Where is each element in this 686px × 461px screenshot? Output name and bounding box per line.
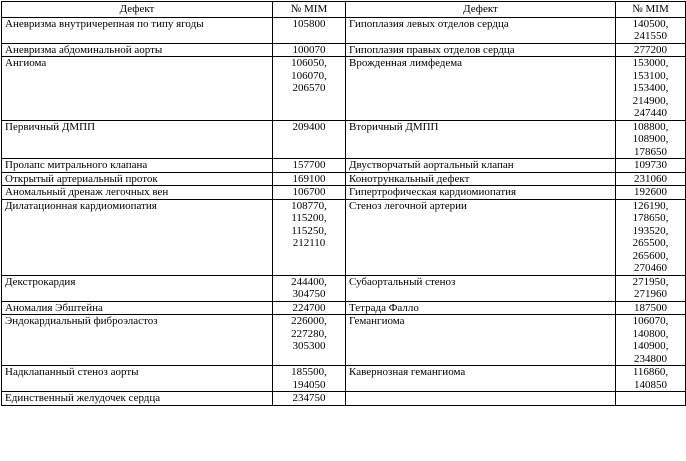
mim-right-cell: 277200	[616, 43, 686, 57]
mim-left-cell: 224700	[273, 301, 346, 315]
table-row	[2, 17, 686, 43]
defect-right-cell: Гемангиома	[346, 315, 616, 366]
mim-left-cell: 100070	[273, 43, 346, 57]
mim-left-cell: 106050, 106070, 206570	[273, 57, 346, 121]
defect-right-cell: Конотрункальный дефект	[346, 172, 616, 186]
mim-left-cell: 244400, 304750	[273, 275, 346, 301]
defect-left-cell: Единственный желудочек сердца	[2, 392, 273, 406]
mim-right-cell: 116860, 140850	[616, 366, 686, 392]
defect-left-cell: Декстрокардия	[2, 275, 273, 301]
mim-left-cell: 234750	[273, 392, 346, 406]
mim-right-cell: 106070, 140800, 140900, 234800	[616, 315, 686, 366]
mim-right-cell	[616, 392, 686, 406]
defect-left-cell: Надклапанный стеноз аорты	[2, 366, 273, 392]
table-row	[2, 275, 686, 301]
table-row	[2, 315, 686, 366]
defect-right-cell: Субаортальный стеноз	[346, 275, 616, 301]
table-row	[2, 199, 686, 275]
mim-left-cell: 108770, 115200, 115250, 212110	[273, 199, 346, 275]
defect-right-cell: Тетрада Фалло	[346, 301, 616, 315]
defect-left-cell: Аномальный дренаж легочных вен	[2, 186, 273, 200]
defect-right-cell: Кавернозная гемангиома	[346, 366, 616, 392]
table-row	[2, 392, 686, 406]
header-mim-left: № MIM	[273, 2, 346, 18]
mim-right-cell: 108800, 108900, 178650	[616, 120, 686, 159]
header-defect-left: Дефект	[2, 2, 273, 18]
mim-right-cell: 271950, 271960	[616, 275, 686, 301]
defect-right-cell: Гипертрофическая кардиомиопатия	[346, 186, 616, 200]
defect-left-cell: Аномалия Эбштейна	[2, 301, 273, 315]
table-row	[2, 57, 686, 121]
defect-left-cell: Открытый артериальный проток	[2, 172, 273, 186]
defect-right-cell: Гипоплазия левых отделов сердца	[346, 17, 616, 43]
defect-left-cell: Пролапс митрального клапана	[2, 159, 273, 173]
mim-right-cell: 126190, 178650, 193520, 265500, 265600, 270460	[616, 199, 686, 275]
defect-right-cell: Двустворчатый аортальный клапан	[346, 159, 616, 173]
table-row	[2, 186, 686, 200]
table-row	[2, 43, 686, 57]
defect-left-cell: Первичный ДМПП	[2, 120, 273, 159]
defect-left-cell: Эндокардиальный фиброэластоз	[2, 315, 273, 366]
defect-left-cell: Дилатационная кардиомиопатия	[2, 199, 273, 275]
mim-left-cell: 209400	[273, 120, 346, 159]
table-body	[2, 17, 686, 405]
header-defect-right: Дефект	[346, 2, 616, 18]
omim-defect-table	[1, 1, 686, 406]
mim-right-cell: 187500	[616, 301, 686, 315]
mim-left-cell: 185500, 194050	[273, 366, 346, 392]
defect-right-cell: Вторичный ДМПП	[346, 120, 616, 159]
header-row	[2, 2, 686, 18]
defect-right-cell: Стеноз легочной артерии	[346, 199, 616, 275]
table-row	[2, 120, 686, 159]
mim-right-cell: 153000, 153100, 153400, 214900, 247440	[616, 57, 686, 121]
table-row	[2, 301, 686, 315]
mim-left-cell: 226000, 227280, 305300	[273, 315, 346, 366]
mim-right-cell: 192600	[616, 186, 686, 200]
mim-right-cell: 109730	[616, 159, 686, 173]
table-row	[2, 159, 686, 173]
header-mim-right: № MIM	[616, 2, 686, 18]
defect-left-cell: Аневризма абдоминальной аорты	[2, 43, 273, 57]
mim-right-cell: 231060	[616, 172, 686, 186]
mim-right-cell: 140500, 241550	[616, 17, 686, 43]
defect-right-cell: Врожденная лимфедема	[346, 57, 616, 121]
mim-left-cell: 106700	[273, 186, 346, 200]
table-row	[2, 172, 686, 186]
defect-right-cell: Гипоплазия правых отделов сердца	[346, 43, 616, 57]
defect-left-cell: Ангиома	[2, 57, 273, 121]
table-row	[2, 366, 686, 392]
defect-left-cell: Аневризма внутричерепная по типу ягоды	[2, 17, 273, 43]
defect-right-cell	[346, 392, 616, 406]
mim-left-cell: 157700	[273, 159, 346, 173]
mim-left-cell: 105800	[273, 17, 346, 43]
mim-left-cell: 169100	[273, 172, 346, 186]
